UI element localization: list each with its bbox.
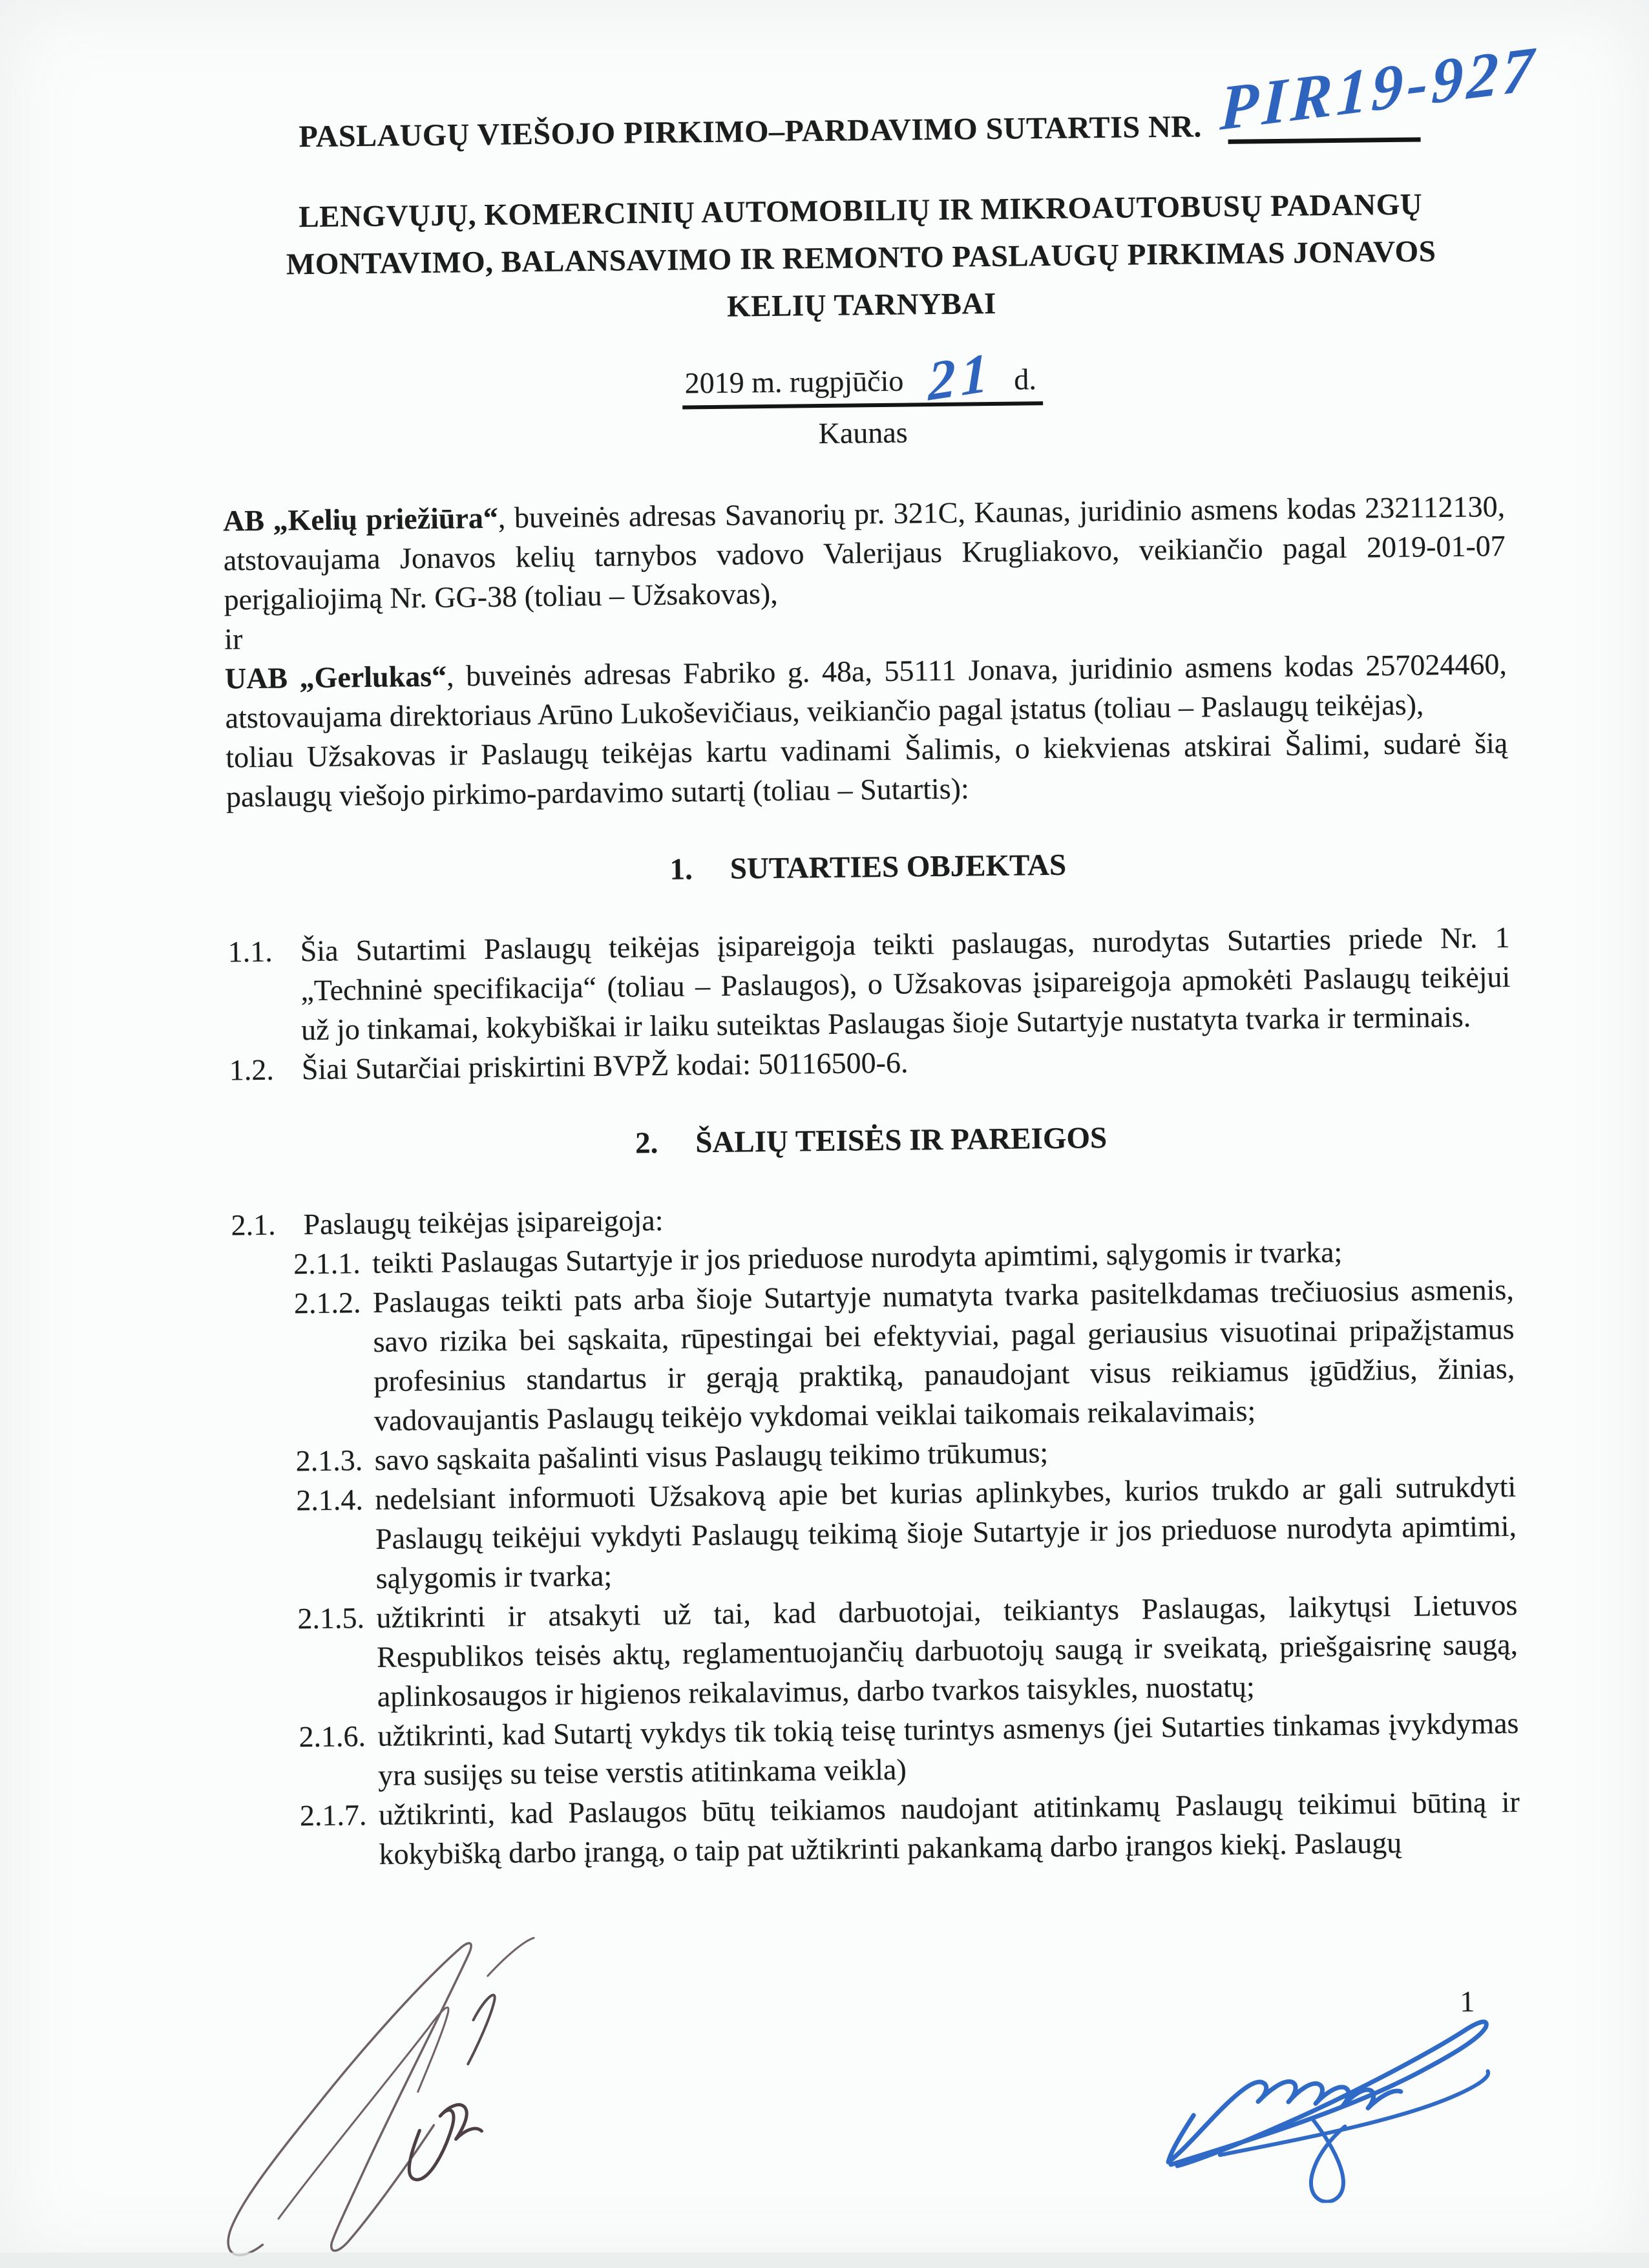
clause-number: 2.1.: [231, 1208, 276, 1242]
clause-text: Paslaugų teikėjas įsipareigoja:: [303, 1203, 664, 1241]
clause-text: Šiai Sutarčiai priskirtini BVPŽ kodai: 50116500-6.: [301, 1045, 909, 1086]
clause-text: savo sąskaita pašalinti visus Paslaugų teikimo trūkumus;: [374, 1436, 1049, 1476]
section-1-title: SUTARTIES OBJEKTAS: [730, 848, 1067, 886]
clause-text: užtikrinti, kad Paslaugos būtų teikiamos naudojant atitinkamų Paslaugų teikimui būtiną ir kokybišką darbo įrangą, o taip pat užtikrinti pakankamą darbo įrangos kiekį. Paslaugų: [378, 1785, 1520, 1871]
handwritten-contract-number: PIR19-927: [1219, 34, 1539, 145]
preamble: [223, 487, 1508, 816]
conjunction-line: ir: [224, 622, 243, 656]
section-2-heading: [230, 1114, 1513, 1168]
page-number: 1: [1459, 1984, 1475, 2018]
party1-paragraph: [223, 487, 1506, 619]
clause-number: 1.2.: [229, 1053, 275, 1087]
clause-text: užtikrinti ir atsakyti už tai, kad darbuotojai, teikiantys Paslaugas, laikytųsi Lietuvos Respublikos teisės aktų, reglamentuojančių darbuotojų saugą ir sveikatą, priešgaisrinę saugą, aplinkosaugos ir higienos reikalavimus, darbo tvarkos taisykles, nuostatų;: [376, 1588, 1518, 1713]
clause-text: teikti Paslaugas Sutartyje ir jos prieduose nurodyta apimtimi, sąlygomis ir tvarka;: [372, 1235, 1343, 1279]
clause-number: 2.1.7.: [299, 1798, 367, 1832]
scanner-edge-artifact: [0, 2252, 1649, 2268]
date-underlined: [682, 340, 1043, 413]
party2-text: , buveinės adresas Fabriko g. 48a, 55111 Jonava, juridinio asmens kodas 257024460, atstovaujama direktoriaus Arūno Lukoševičiaus, veikiančio pagal įstatus (toliau – Paslaugų teikėjas),: [225, 647, 1507, 735]
clause-number: 2.1.3.: [295, 1444, 363, 1478]
clause-text: nedelsiant informuoti Užsakovą apie bet kurias aplinkybes, kurios trukdo ar gali sutrukdyti Paslaugų teikėjui vykdyti Paslaugų teikimą šioje Sutartyje ir jos prieduose nurodyta apimtimi, sąlygomis ir tvarka;: [375, 1469, 1517, 1595]
contract-number-blank-line: [1219, 34, 1539, 145]
section-1-number: 1.: [669, 852, 693, 887]
clause-2-1-2: [294, 1270, 1516, 1441]
clause-number: 2.1.4.: [296, 1483, 364, 1517]
handwritten-signature-left: [198, 1935, 654, 2268]
clause-number: 2.1.1.: [293, 1246, 361, 1281]
date-line: [221, 340, 1504, 415]
contract-title: PASLAUGŲ VIEŠOJO PIRKIMO–PARDAVIMO SUTARTIS NR.: [299, 109, 1203, 154]
section-1-heading: [227, 841, 1509, 895]
clause-number: 2.1.5.: [297, 1601, 365, 1635]
clause-text: užtikrinti, kad Sutartį vykdys tik tokią teisę turintys asmenys (jei Sutarties tinkamas įvykdymas yra susijęs su teise verstis atitinkama veikla): [377, 1706, 1519, 1792]
date-prefix: 2019 m. rugpjūčio: [684, 364, 904, 400]
party1-text: , buveinės adresas Savanorių pr. 321C, Kaunas, juridinio asmens kodas 232112130, atstovaujama Jonavos kelių tarnybos vadovo Valerijaus Krugliakovo, veikiančio pagal 2019-01-07 perįgaliojimą Nr. GG-38 (toliau – Užsakovas),: [223, 490, 1506, 616]
clause-number: 1.1.: [227, 934, 273, 969]
clause-text: Paslaugas teikti pats arba šioje Sutartyje numatyta tvarka pasitelkdamas trečiuosius asmenis, savo rizika bei sąskaita, rūpestingai bei efektyviai, pagal geriausius visuotinai pripažįstamus profesinius standartus ir gerąją praktiką, panaudojant visus reikiamus įgūdžius, žinias, vadovaujantis Paslaugų teikėjo vykdomai veiklai taikomais reikalavimais;: [372, 1272, 1515, 1437]
contract-title-line: [218, 34, 1539, 158]
clause-2-1-5: [297, 1585, 1518, 1717]
page-content: [217, 0, 1539, 1875]
party1-name: AB „Kelių priežiūra“: [222, 501, 499, 538]
clause-2-1-7: [300, 1782, 1520, 1874]
clause-number: 2.1.2.: [293, 1286, 361, 1320]
contract-subtitle: LENGVŲJŲ, KOMERCINIŲ AUTOMOBILIŲ IR MIKROAUTOBUSŲ PADANGŲ MONTAVIMO, BALANSAVIMO IR REMONTO PASLAUGŲ PIRKIMAS JONAVOS KELIŲ TARNYBAI: [286, 187, 1436, 324]
city-label: Kaunas: [818, 415, 908, 450]
preamble-closing: toliau Užsakovas ir Paslaugų teikėjas kartu vadinami Šalimis, o kiekvienas atskirai Šalimi, sudarė šią paslaugų viešojo pirkimo-pardavimo sutartį (toliau – Sutartis):: [226, 726, 1508, 814]
clause-1-1: [227, 918, 1511, 1050]
clause-2-1-6: [299, 1703, 1519, 1796]
section-2-title: ŠALIŲ TEISĖS IR PAREIGOS: [695, 1121, 1108, 1160]
section-2-number: 2.: [635, 1126, 658, 1160]
handwritten-day: 21: [927, 340, 994, 413]
party2-paragraph: [225, 644, 1507, 737]
clause-2-1-4: [296, 1467, 1517, 1599]
date-suffix: d.: [1013, 362, 1037, 396]
clause-number: 2.1.6.: [299, 1719, 366, 1754]
clause-text: Šia Sutartimi Paslaugų teikėjas įsipareigoja teikti paslaugas, nurodytas Sutarties priede Nr. 1 „Techninė specifikacija“ (toliau – Paslaugos), o Užsakovas įsipareigoja apmokėti Paslaugų teikėjui už jo tinkamai, kokybiškai ir laiku suteiktas Paslaugas šioje Sutartyje nustatyta tvarka ir terminais.: [300, 920, 1511, 1047]
party2-name: UAB „Gerlukas“: [224, 659, 447, 695]
